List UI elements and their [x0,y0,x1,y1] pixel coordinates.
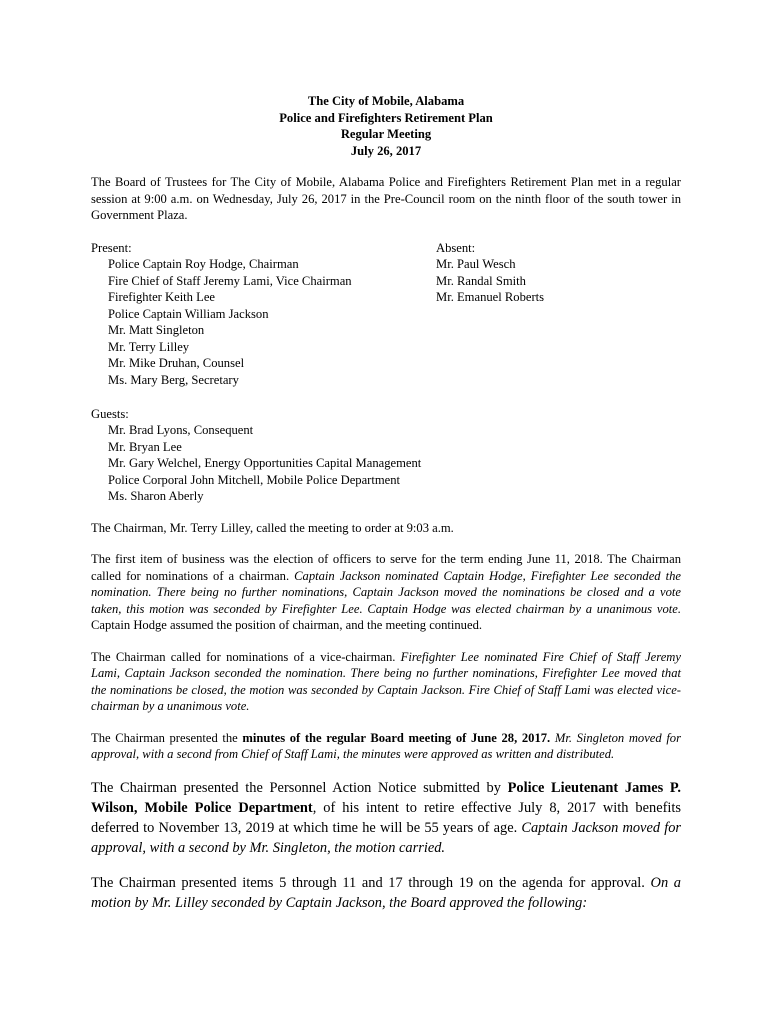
election-chairman-paragraph [91,551,681,634]
absent-item: Mr. Randal Smith [436,273,526,288]
present-item: Mr. Terry Lilley [108,339,190,354]
election-vice-motion: Firefighter Lee nominated Fire Chief of Staff Jeremy Lami, Captain Jackson seconded the nomination. There being no further nominations, Firefighter Lee moved that the nominations be closed, the motion was seconded by Captain Jackson. Fire Chief of Staff Lami was elected vice-chairman by a unanimous vote. [91,649,681,713]
present-item: Ms. Mary Berg, Secretary [108,372,239,387]
intro-paragraph: The Board of Trustees for The City of Mobile, Alabama Police and Firefighters Retirement Plan met in a regular session at 9:00 a.m. on Wednesday, July 26, 2017 in the Pre-Council room on the ninth floor of the south tower in Government Plaza. [91,175,681,222]
document-body [91,93,681,913]
document-header [91,93,681,159]
guests-heading: Guests: [91,406,129,421]
minutes-motion: Mr. Singleton moved for approval, with a second from Chief of Staff Lami, the minutes were approved as written and distributed. [91,730,682,761]
call-to-order-paragraph: The Chairman, Mr. Terry Lilley, called the meeting to order at 9:03 a.m. [91,520,454,535]
header-city: The City of Mobile, Alabama [307,94,465,108]
personnel-text: The Chairman presented the Personnel Action Notice submitted by [91,779,508,796]
election-vice-text: The Chairman called for nominations of a vice-chairman. [91,649,401,664]
guest-item: Ms. Sharon Aberly [108,489,204,503]
absent-list [436,240,544,306]
attendance-section [91,240,681,390]
minutes-paragraph [91,730,681,763]
minutes-text: The Chairman presented the [91,730,243,745]
election-chairman-text: The first item of business was the election of officers to serve for the term ending June 11, 2018. The Chairman called for nominations of a chairman. [91,552,681,583]
present-item: Police Captain Roy Hodge, Chairman [108,257,299,271]
header-meeting-type: Regular Meeting [340,127,432,141]
header-date: July 26, 2017 [350,143,422,158]
header-plan: Police and Firefighters Retirement Plan [279,110,493,125]
minutes-title: minutes of the regular Board meeting of June 28, 2017. [242,730,551,745]
agenda-motion: On a motion by Mr. Lilley seconded by Captain Jackson, the Board approved the following: [91,874,681,911]
election-vice-chairman-paragraph [91,649,681,715]
guests-list [91,406,681,505]
absent-item: Mr. Paul Wesch [436,257,516,271]
guest-item: Police Corporal John Mitchell, Mobile Police Department [108,472,401,487]
guest-item: Mr. Gary Welchel, Energy Opportunities Capital Management [108,456,422,470]
personnel-motion: Captain Jackson moved for approval, with a second by Mr. Singleton, the motion carried. [91,819,681,856]
present-item: Mr. Mike Druhan, Counsel [108,356,245,370]
agenda-paragraph [91,873,681,913]
absent-heading: Absent: [436,240,476,255]
present-item: Fire Chief of Staff Jeremy Lami, Vice Chairman [108,273,352,288]
personnel-action-paragraph [91,778,681,858]
present-item: Firefighter Keith Lee [108,290,216,304]
election-chairman-tail: Captain Hodge assumed the position of chairman, and the meeting continued. [91,618,483,632]
personnel-details: , of his intent to retire effective July 8, 2017 with benefits deferred to November 13, 2019 at which time he will be 55 years of age. [91,799,681,836]
present-heading: Present: [91,240,132,255]
absent-item: Mr. Emanuel Roberts [436,290,545,304]
present-item: Police Captain William Jackson [108,306,269,321]
personnel-name: Police Lieutenant James P. Wilson, Mobile Police Department [91,779,681,816]
guest-item: Mr. Brad Lyons, Consequent [108,423,254,437]
present-list [91,240,352,389]
election-chairman-motion: Captain Jackson nominated Captain Hodge, Firefighter Lee seconded the nomination. There being no further nominations, Captain Jackson moved the nominations be closed and a vote taken, this motion was seconded by Firefighter Lee. Captain Hodge was elected chairman by a unanimous vote. [91,568,681,616]
present-item: Mr. Matt Singleton [108,323,205,337]
agenda-text: The Chairman presented items 5 through 11 and 17 through 19 on the agenda for approval. [91,874,651,891]
guest-item: Mr. Bryan Lee [108,439,182,454]
